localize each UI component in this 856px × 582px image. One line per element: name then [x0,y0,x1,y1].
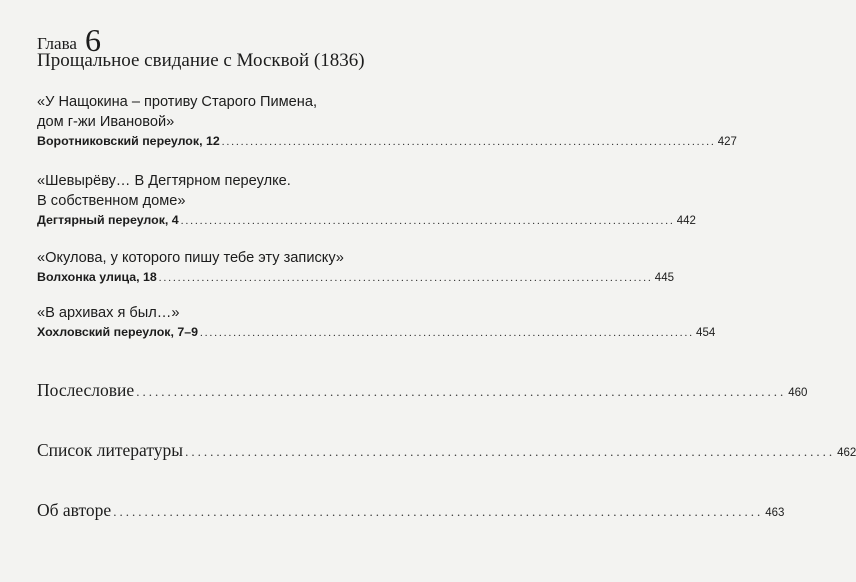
dot-leader: ........................................................................................................ [200,327,695,339]
chapter-word: Глава [37,34,77,53]
entry-address-row [37,270,674,284]
toc-entry[interactable] [37,92,737,148]
page-number: 463 [765,507,785,519]
entry-address: Воротниковский переулок, 12 [37,134,220,148]
entry-title-line: «Шевырёву… В Дегтярном переулке. [37,173,291,189]
entry-label: Об авторе [37,500,112,520]
chapter-title: Прощальное свидание с Москвой (1836) [37,50,365,71]
dot-leader: ........................................................................................................ [158,272,653,284]
page-number: 445 [654,272,674,284]
entry-label: Список литературы [37,440,184,460]
entry-address-row [37,134,737,148]
entry-label: Послесловие [37,380,135,400]
toc-entry[interactable] [37,171,696,227]
page-number: 427 [717,136,737,148]
chapter-number: 6 [84,22,101,58]
dot-leader: ........................................................................................................ [221,136,716,148]
toc-entry-about-author[interactable] [37,500,785,521]
toc-entry[interactable] [37,248,674,284]
page-number: 460 [788,387,808,399]
entry-title-line: дом г-жи Ивановой» [37,114,175,130]
entry-address-row [37,213,696,227]
entry-title [37,171,441,211]
entry-row [37,380,808,401]
entry-title [37,248,441,268]
entry-address-row [37,325,716,339]
entry-row [37,440,856,461]
dot-leader: ........................................................................................................ [136,384,787,399]
entry-address: Хохловский переулок, 7–9 [37,325,199,339]
toc-entry[interactable] [37,303,716,339]
toc-entry-afterword[interactable] [37,380,808,401]
dot-leader: ........................................................................................................ [113,504,764,519]
entry-title-line: «У Нащокина – противу Старого Пимена, [37,94,318,110]
page-number: 454 [696,327,716,339]
entry-title [37,303,441,323]
entry-address: Волхонка улица, 18 [37,270,157,284]
toc-entry-bibliography[interactable] [37,440,856,461]
entry-row [37,500,785,521]
entry-address: Дегтярный переулок, 4 [37,213,179,227]
dot-leader: ........................................................................................................ [185,444,836,459]
entry-title-line: «В архивах я был…» [37,305,180,321]
page-number: 462 [837,447,856,459]
page-number: 442 [676,215,696,227]
dot-leader: ........................................................................................................ [180,215,675,227]
entry-title [37,92,441,132]
entry-title-line: «Окулова, у которого пишу тебе эту записку» [37,250,344,266]
entry-title-line: В собственном доме» [37,193,186,209]
